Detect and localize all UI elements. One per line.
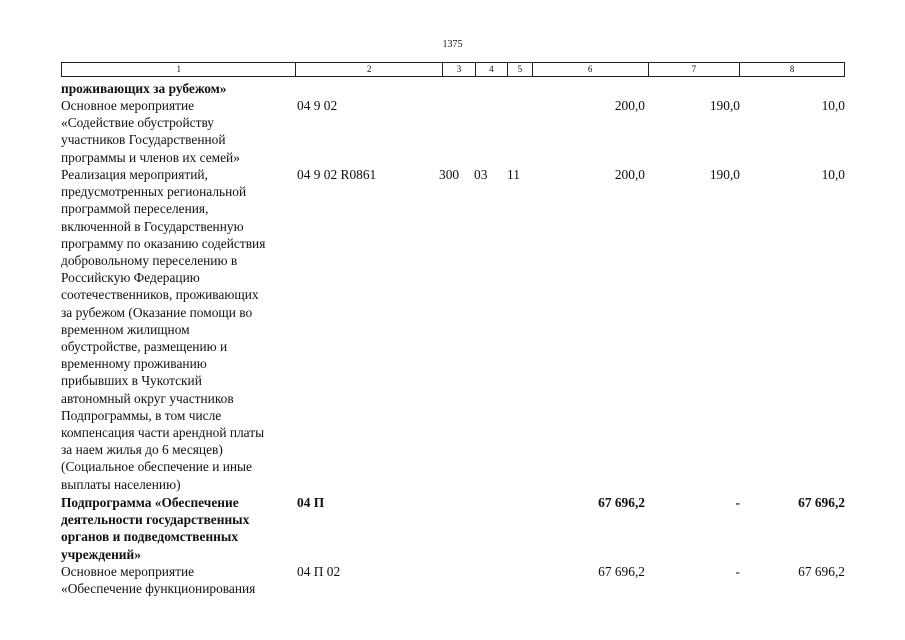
row-value-7: 190,0 bbox=[709, 98, 740, 113]
row-name-line: соотечественников, проживающих bbox=[61, 287, 259, 303]
row-name-line: прибывших в Чукотский bbox=[61, 373, 202, 389]
row-col-5: 11 bbox=[507, 167, 520, 182]
header-col-7: 7 bbox=[649, 63, 741, 76]
row-name-line: за рубежом (Оказание помощи во bbox=[61, 304, 253, 320]
row-name-line: участников Государственной bbox=[61, 132, 226, 148]
row-name bbox=[61, 563, 301, 597]
row-value-6: 67 696,2 bbox=[598, 564, 645, 579]
row-value-8: 10,0 bbox=[821, 98, 845, 113]
row-name-line: автономный округ участников bbox=[61, 390, 234, 406]
row-name bbox=[61, 97, 301, 166]
row-name-line: учреждений» bbox=[61, 546, 141, 562]
header-col-6: 6 bbox=[533, 63, 649, 76]
row-code: 04 П bbox=[297, 495, 325, 510]
row-name-line: Основное мероприятие bbox=[61, 98, 195, 113]
header-col-1: 1 bbox=[62, 63, 296, 76]
table-header bbox=[61, 62, 845, 77]
row-code: 04 9 02 R0861 bbox=[297, 167, 377, 182]
row-name-line: программу по оказанию содействия bbox=[61, 235, 266, 251]
header-col-5: 5 bbox=[508, 63, 533, 76]
row-name-line: за наем жилья до 6 месяцев) bbox=[61, 442, 223, 458]
row-col-3: 300 bbox=[439, 167, 460, 182]
row-value-6: 200,0 bbox=[614, 167, 645, 182]
row-code: 04 9 02 bbox=[297, 98, 338, 113]
row-code: 04 П 02 bbox=[297, 564, 341, 579]
row-value-7: - bbox=[735, 495, 740, 510]
row-name bbox=[61, 494, 301, 563]
row-name-line: Основное мероприятие bbox=[61, 564, 195, 579]
row-name-line: выплаты населению) bbox=[61, 476, 181, 492]
row-name-line: Подпрограммы, в том числе bbox=[61, 407, 222, 423]
row-name bbox=[61, 166, 301, 493]
row-name-line: деятельности государственных bbox=[61, 512, 250, 528]
row-value-8: 67 696,2 bbox=[798, 564, 845, 579]
row-name-line: «Содействие обустройству bbox=[61, 115, 214, 131]
header-col-4: 4 bbox=[476, 63, 508, 76]
header-col-8: 8 bbox=[789, 64, 795, 74]
row-name-line: проживающих за рубежом» bbox=[61, 81, 227, 96]
row-name-line: компенсация части арендной платы bbox=[61, 425, 265, 441]
row-name-line: (Социальное обеспечение и иные bbox=[61, 459, 252, 475]
row-name-line: программой переселения, bbox=[61, 201, 209, 217]
row-name-line: предусмотренных региональной bbox=[61, 184, 247, 200]
row-value-6: 67 696,2 bbox=[598, 495, 645, 510]
row-value-6: 200,0 bbox=[614, 98, 645, 113]
row-value-7: - bbox=[735, 564, 740, 579]
row-col-4: 03 bbox=[474, 167, 488, 182]
row-name-line: добровольному переселению в bbox=[61, 253, 238, 269]
row-name bbox=[61, 80, 301, 97]
row-name-line: «Обеспечение функционирования bbox=[61, 581, 256, 597]
header-col-2: 2 bbox=[296, 63, 443, 76]
header-col-3: 3 bbox=[443, 63, 476, 76]
row-value-8: 10,0 bbox=[821, 167, 845, 182]
page-number: 1375 bbox=[442, 39, 463, 50]
row-name-line: Реализация мероприятий, bbox=[61, 167, 208, 182]
row-name-line: включенной в Государственную bbox=[61, 218, 244, 234]
row-name-line: временному проживанию bbox=[61, 356, 207, 372]
row-name-line: Российскую Федерацию bbox=[61, 270, 200, 286]
row-name-line: временном жилищном bbox=[61, 321, 190, 337]
row-value-7: 190,0 bbox=[709, 167, 740, 182]
row-name-line: органов и подведомственных bbox=[61, 529, 239, 545]
row-name-line: программы и членов их семей» bbox=[61, 149, 240, 165]
row-name-line: обустройстве, размещению и bbox=[61, 339, 228, 355]
row-name-line: Подпрограмма «Обеспечение bbox=[61, 495, 239, 510]
row-value-8: 67 696,2 bbox=[798, 495, 845, 510]
